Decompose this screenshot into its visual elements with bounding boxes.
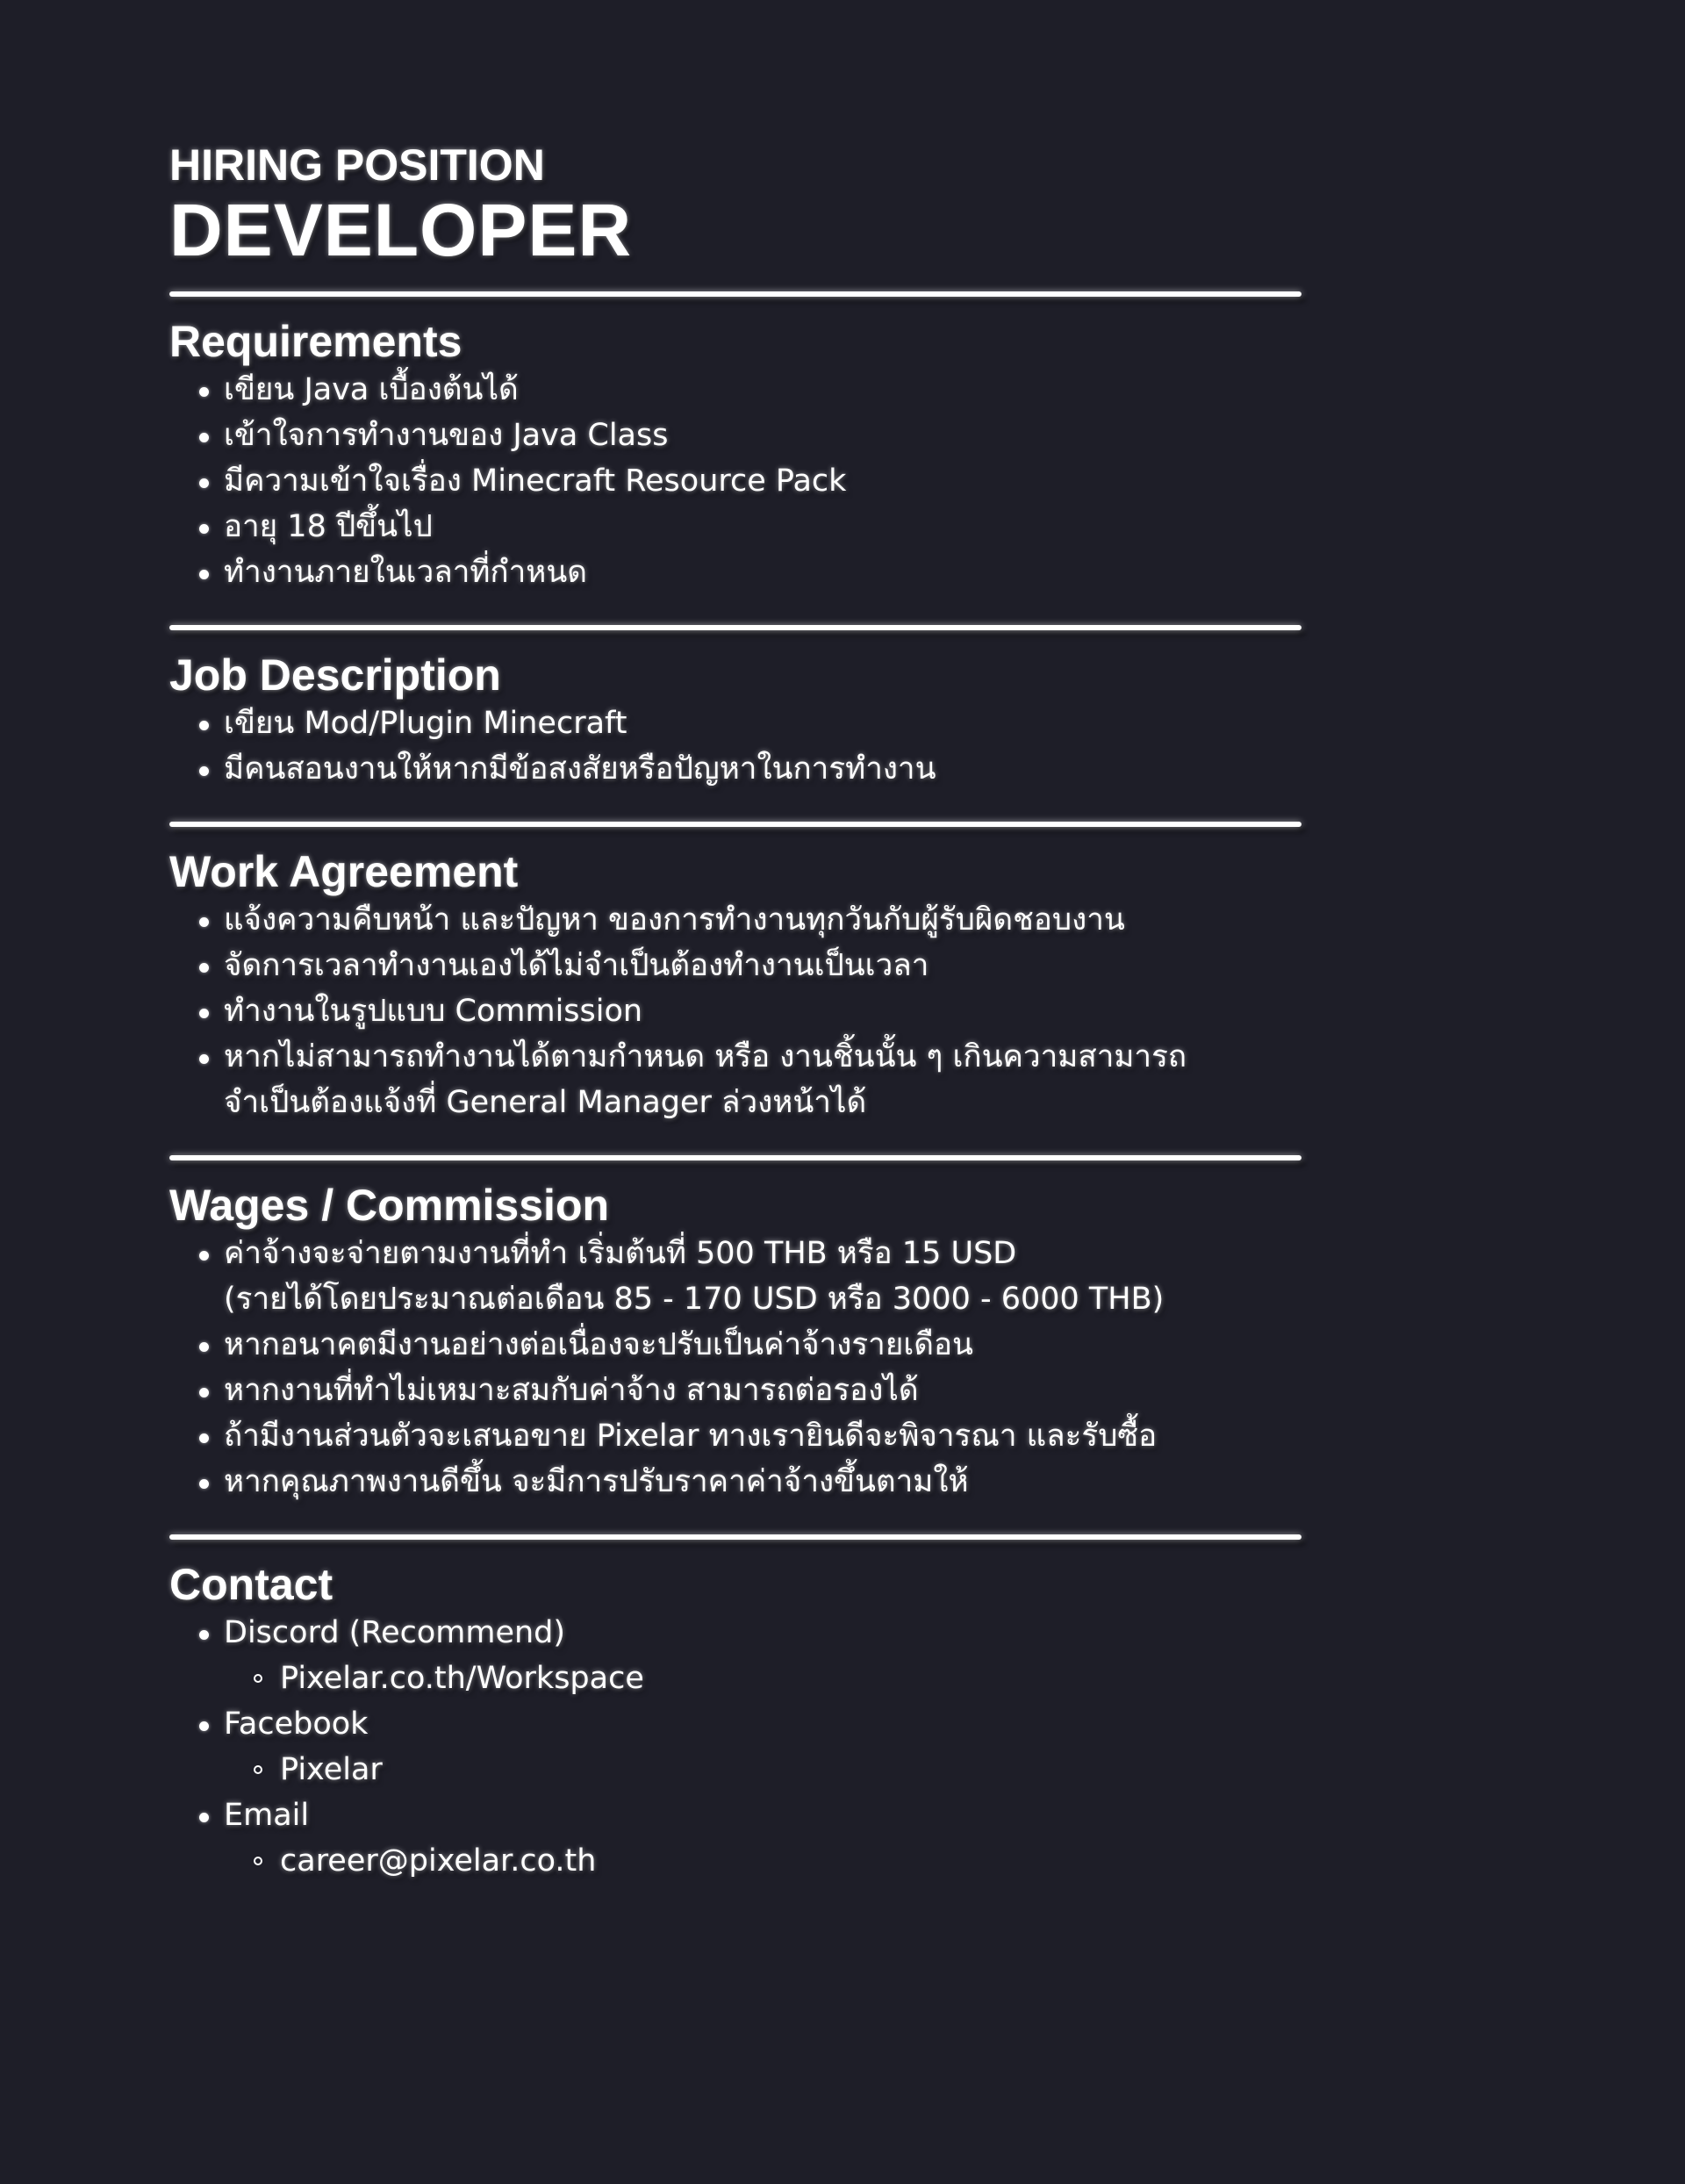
email-label: Email <box>224 1798 310 1833</box>
divider <box>169 822 1301 827</box>
list-item-line: ค่าจ้างจะจ่ายตามงานที่ทำ เริ่มต้นที่ 500 THB หรือ 15 USD <box>224 1236 1017 1271</box>
list-item: อายุ 18 ปีขึ้นไป <box>169 504 1301 550</box>
list-item: มีคนสอนงานให้หากมีข้อสงสัยหรือปัญหาในการทำงาน <box>169 746 1301 792</box>
header <box>169 140 1301 270</box>
work-agreement-section <box>169 846 1301 1125</box>
contact-facebook <box>169 1701 1301 1792</box>
list-item: เข้าใจการทำงานของ Java Class <box>169 413 1301 458</box>
divider <box>169 1155 1301 1160</box>
wages-section <box>169 1180 1301 1505</box>
list-item-line: หากไม่สามารถทำงานได้ตามกำหนด หรือ งานชิ้นนั้น ๆ เกินความสามารถ <box>224 1039 1187 1074</box>
discord-sublist <box>224 1656 1301 1701</box>
contact-email <box>169 1792 1301 1884</box>
job-description-section <box>169 650 1301 792</box>
list-item: แจ้งความคืบหน้า และปัญหา ของการทำงานทุกวันกับผู้รับผิดชอบงาน <box>169 897 1301 943</box>
job-posting <box>169 140 1301 1884</box>
email-link[interactable]: career@pixelar.co.th <box>224 1838 1301 1884</box>
list-item <box>169 1231 1301 1322</box>
list-item: จัดการเวลาทำงานเองได้ไม่จำเป็นต้องทำงานเป็นเวลา <box>169 943 1301 988</box>
list-item: ทำงานภายในเวลาที่กำหนด <box>169 550 1301 595</box>
job-description-title: Job Description <box>169 650 501 700</box>
contact-list <box>169 1610 1301 1884</box>
discord-label: Discord (Recommend) <box>224 1615 566 1650</box>
list-item: ถ้ามีงานส่วนตัวจะเสนอขาย Pixelar ทางเรายินดีจะพิจารณา และรับซื้อ <box>169 1413 1301 1459</box>
requirements-title: Requirements <box>169 317 462 366</box>
divider <box>169 291 1301 297</box>
contact-discord <box>169 1610 1301 1701</box>
list-item: เขียน Mod/Plugin Minecraft <box>169 700 1301 746</box>
work-agreement-title: Work Agreement <box>169 847 519 896</box>
requirements-list <box>169 367 1301 595</box>
position-title: DEVELOPER <box>169 189 633 271</box>
facebook-label: Facebook <box>224 1706 369 1742</box>
discord-link[interactable]: Pixelar.co.th/Workspace <box>224 1656 1301 1701</box>
list-item-line: (รายได้โดยประมาณต่อเดือน 85 - 170 USD หรือ 3000 - 6000 THB) <box>224 1282 1165 1317</box>
list-item: เขียน Java เบื้องต้นได้ <box>169 367 1301 413</box>
divider <box>169 625 1301 630</box>
email-sublist <box>224 1838 1301 1884</box>
list-item <box>169 1034 1301 1125</box>
list-item-line: จำเป็นต้องแจ้งที่ General Manager ล่วงหน้าได้ <box>224 1085 867 1120</box>
list-item: มีความเข้าใจเรื่อง Minecraft Resource Pack <box>169 458 1301 504</box>
facebook-sublist <box>224 1747 1301 1792</box>
wages-title: Wages / Commission <box>169 1181 610 1230</box>
wages-list <box>169 1231 1301 1505</box>
contact-title: Contact <box>169 1560 333 1609</box>
list-item: หากคุณภาพงานดีขึ้น จะมีการปรับราคาค่าจ้างขึ้นตามให้ <box>169 1459 1301 1505</box>
requirements-section <box>169 316 1301 595</box>
hiring-kicker: HIRING POSITION <box>169 140 545 190</box>
job-description-list <box>169 700 1301 792</box>
list-item: หากงานที่ทำไม่เหมาะสมกับค่าจ้าง สามารถต่อรองได้ <box>169 1368 1301 1413</box>
divider <box>169 1534 1301 1540</box>
contact-section <box>169 1559 1301 1884</box>
facebook-link[interactable]: Pixelar <box>224 1747 1301 1792</box>
work-agreement-list <box>169 897 1301 1125</box>
list-item: หากอนาคตมีงานอย่างต่อเนื่องจะปรับเป็นค่าจ้างรายเดือน <box>169 1322 1301 1368</box>
list-item: ทำงานในรูปแบบ Commission <box>169 988 1301 1034</box>
